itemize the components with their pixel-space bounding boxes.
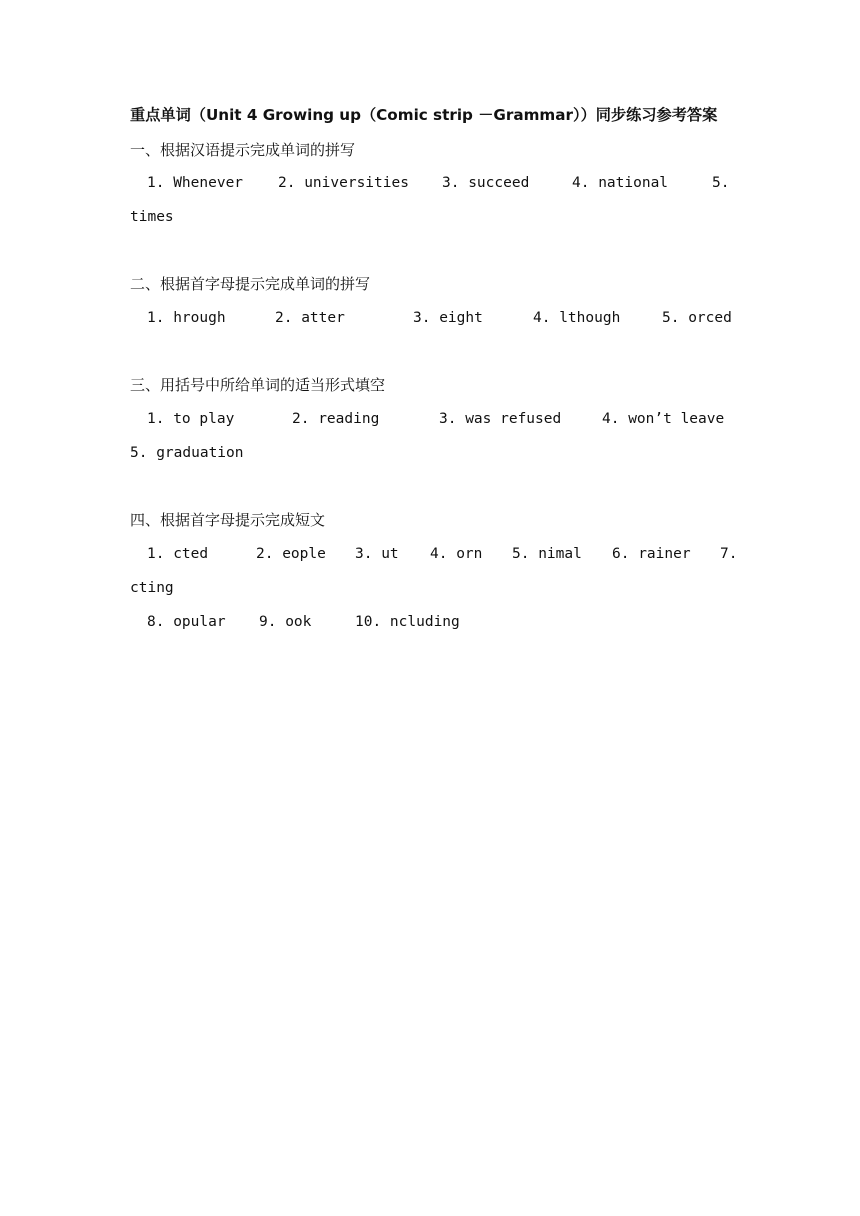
answer-item: 9. ook [259,614,312,630]
answer-item: 5. nimal [512,546,582,562]
section-2-heading: 二、根据首字母提示完成单词的拼写 [130,275,371,293]
answer-item: 5. orced [662,310,732,326]
answer-item: 3. succeed [442,175,530,191]
answer-item: 3. was refused [439,411,562,427]
answer-item: 4. won’t leave [602,411,725,427]
answer-item: times [130,209,174,225]
answer-item: 4. orn [430,546,483,562]
answer-item: 1. Whenever [147,175,244,191]
section-4-answers-line-3 [130,612,740,712]
section-1-heading: 一、根据汉语提示完成单词的拼写 [130,141,356,159]
answer-item: 5. [712,175,730,191]
answer-item: 6. rainer [612,546,691,562]
answer-item: 7. [720,546,738,562]
answer-item: 2. universities [278,175,409,191]
section-4-heading: 四、根据首字母提示完成短文 [130,511,326,529]
answer-item: 2. eople [256,546,326,562]
answer-item: cting [130,580,174,596]
section-1-answers-line-2 [130,207,740,267]
answer-item: 2. atter [275,310,345,326]
answer-item: 1. hrough [147,310,226,326]
answer-item: 8. opular [147,614,226,630]
answer-item: 3. ut [355,546,399,562]
answer-item: 3. eight [413,310,483,326]
document-title: 重点单词（Unit 4 Growing up（Comic strip －Grammar））同步练习参考答案 [130,106,718,124]
section-3-heading: 三、用括号中所给单词的适当形式填空 [130,376,386,394]
answer-item: 4. national [572,175,669,191]
answer-item: 4. lthough [533,310,621,326]
answer-item: 2. reading [292,411,380,427]
answer-item: 10. ncluding [355,614,460,630]
answer-item: 1. to play [147,411,235,427]
answer-item: 5. graduation [130,445,244,461]
section-3-answers-line-2 [130,443,740,503]
answer-item: 1. cted [147,546,209,562]
